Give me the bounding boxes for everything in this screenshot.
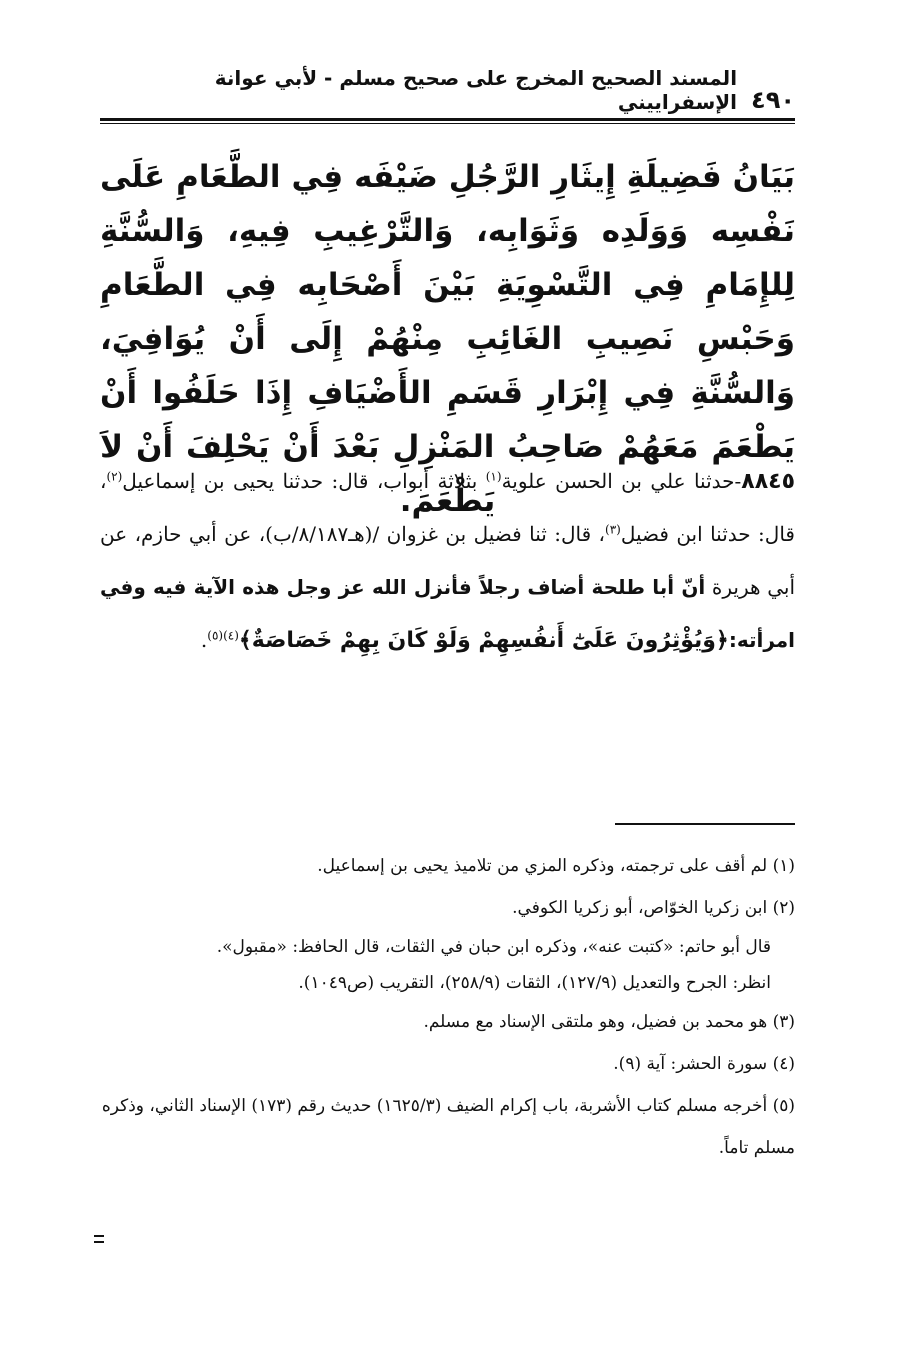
footnote-ref-3: (٣)	[605, 522, 621, 537]
book-title: المسند الصحيح المخرج على صحيح مسلم - لأبي عوانة الإسفراييني	[214, 66, 738, 114]
hadith-end: .	[200, 628, 208, 652]
page-number: ٤٩٠	[751, 86, 795, 114]
footnote-2: (٢) ابن زكريا الخوّاص، أبو زكريا الكوفي.	[512, 898, 795, 918]
hadith-isnad-part4: ، قال: ثنا فضيل بن غزوان /(هـ٨/١٨٧/ب)، عن أبي حازم، عن أبي هريرة	[100, 522, 796, 599]
hadith-matn: أنّ أبا طلحة أضاف رجلاً فأنزل الله عز وجل هذه الآية فيه وفي امرأته:	[100, 575, 795, 652]
footnote-ref-2: (٢)	[106, 469, 123, 484]
header-rule-thin	[100, 123, 795, 124]
hadith-number: ٨٨٤٥	[741, 469, 795, 494]
hadith-isnad-part1: -حدثنا علي بن الحسن علوية	[501, 469, 742, 493]
hadith-isnad-part3: ، قال: حدثنا ابن فضيل	[100, 469, 795, 546]
footnote-3: (٣) هو محمد بن فضيل، وهو ملتقى الإسناد مع مسلم.	[423, 1012, 795, 1032]
footnotes	[100, 845, 795, 1169]
footnote-2-continuation: قال أبو حاتم: «كتبت عنه»، وذكره ابن حبان في الثقات، قال الحافظ: «مقبول».	[216, 937, 771, 957]
footnote-4: (٤) سورة الحشر: آية (٩).	[613, 1054, 795, 1074]
footnote-ref-5: (٥)	[207, 628, 224, 643]
footnote-1: (١) لم أقف على ترجمته، وذكره المزي من تلاميذ يحيى بن إسماعيل.	[317, 856, 795, 876]
footnote-5: (٥) أخرجه مسلم كتاب الأشربة، باب إكرام الضيف (١٦٢٥/٣) حديث رقم (١٧٣) الإسناد الثاني، وذكره مسلم تاماً.	[101, 1096, 795, 1158]
running-header	[100, 66, 795, 114]
hadith-isnad-part2: بثلاثة أبواب، قال: حدثنا يحيى بن إسماعيل	[122, 469, 486, 493]
page-end-mark	[94, 1235, 104, 1243]
quran-verse: ﴿وَيُؤْثِرُونَ عَلَىٰٓ أَنفُسِهِمْ وَلَوْ كَانَ بِهِمْ خَصَاصَةٌ﴾	[238, 628, 729, 653]
hadith-text	[100, 455, 795, 667]
footnote-2-references: انظر: الجرح والتعديل (١٢٧/٩)، الثقات (٢٥٨/٩)، التقريب (ص١٠٤٩).	[298, 973, 771, 993]
header-rule-thick	[100, 118, 795, 121]
footnote-separator	[615, 823, 795, 825]
footnote-ref-1: (١)	[485, 469, 502, 484]
chapter-title: بَيَانُ فَضِيلَةِ إِيثَارِ الرَّجُلِ ضَيْفَه فِي الطَّعَامِ عَلَى نَفْسِه وَوَلَدِه وَثَوَابِه، وَالتَّرْغِيبِ فِيهِ، وَالسُّنَّةِ لِلإِمَامِ فِي التَّسْوِيَةِ بَيْنَ أَصْحَابِه فِي الطَّعَامِ وَحَبْسِ نَصِيبِ الغَائِبِ مِنْهُمْ إِلَى أَنْ يُوَافِيَ، وَالسُّنَّةِ فِي إِبْرَارِ قَسَمِ الأَضْيَافِ إِذَا حَلَفُوا أَنْ يَطْعَمَ مَعَهُمْ صَاحِبُ المَنْزِلِ بَعْدَ أَنْ يَحْلِفَ أَنْ لاَ يَطْعَمَ.	[100, 159, 795, 519]
footnote-ref-4: (٤)	[223, 628, 239, 643]
